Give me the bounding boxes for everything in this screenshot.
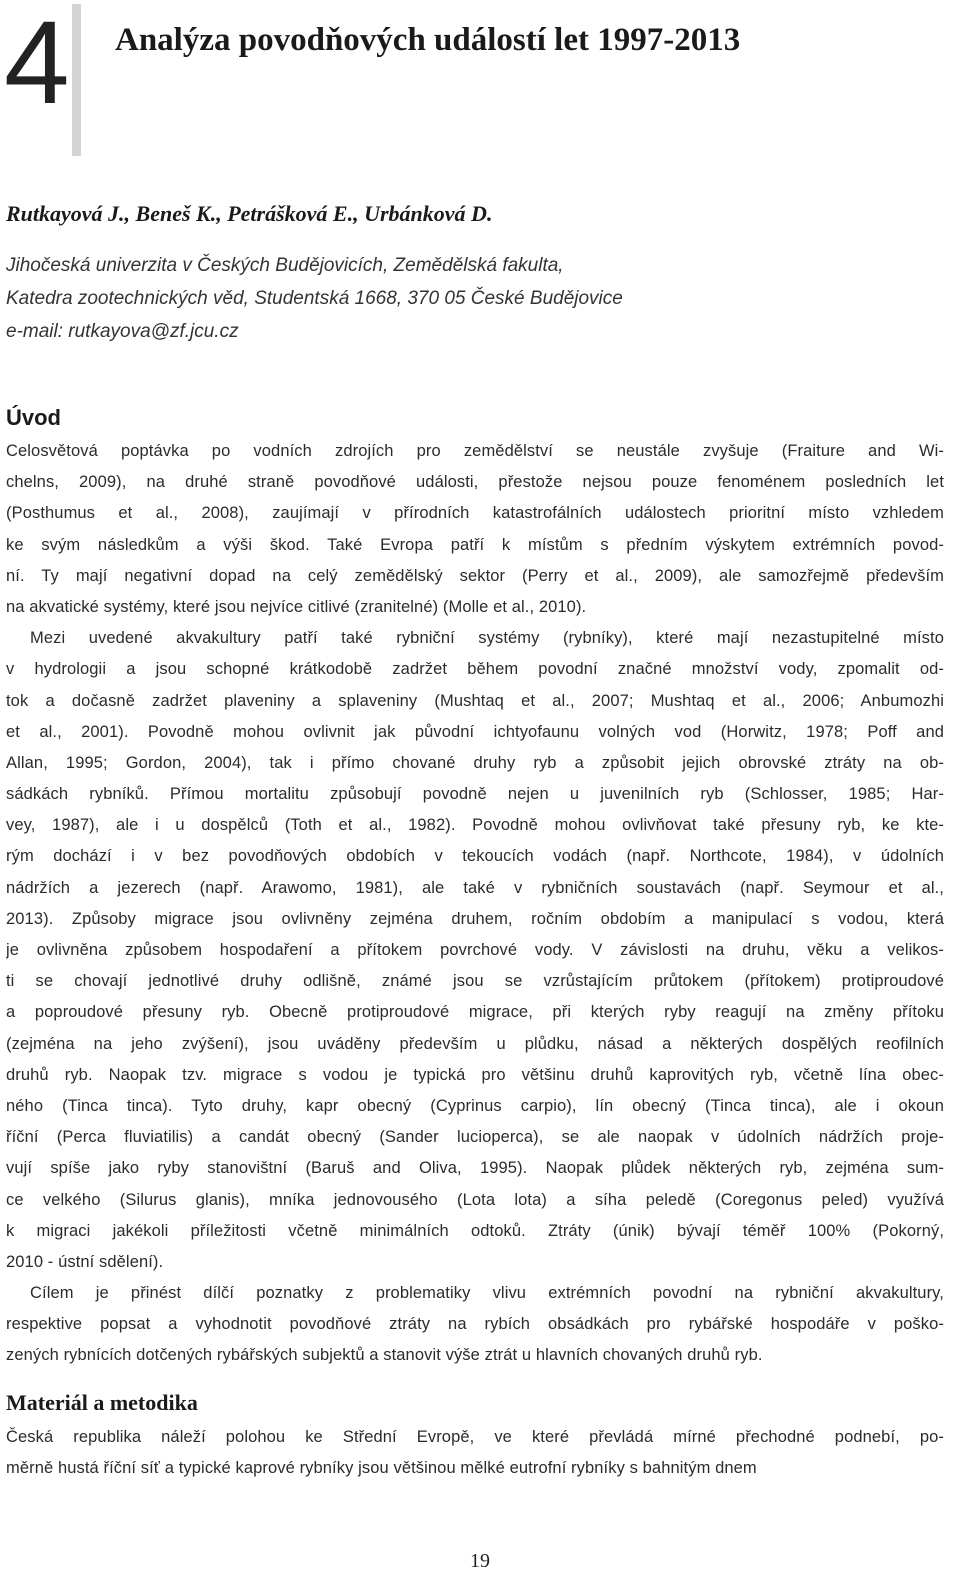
chapter-title: Analýza povodňových událostí let 1997-2013 [115, 22, 741, 58]
text-line: a poproudové přesuny ryb. Obecně protiproudové migrace, při kterých ryby reagují na změny přítoku [6, 1003, 944, 1022]
text-line: ke svým následkům a výši škod. Také Evropa patří k místům s předním výskytem extrémních povod- [6, 535, 944, 554]
paragraph [6, 1422, 944, 1484]
text-line: Cílem je přinést dílčí poznatky z problematiky vlivu extrémních povodní na rybniční akvakultury, [30, 1284, 944, 1303]
text-line: respektive popsat a vyhodnotit povodňové ztráty na rybích obsádkách pro rybářské hospodáře v poško- [6, 1315, 944, 1334]
text-line: Celosvětová poptávka po vodních zdrojích pro zemědělství se neustále zvyšuje (Fraiture and Wi- [6, 442, 944, 460]
authors-line: Rutkayová J., Beneš K., Petrášková E., Urbánková D. [6, 201, 493, 226]
text-line: ti se chovají jednotlivé druhy odlišně, známé jsou se vzrůstajícím průtokem (přítokem) protiproudové [6, 972, 944, 991]
text-line: 2013). Způsoby migrace jsou ovlivněny zejména druhem, ročním obdobím a manipulací s vodou, která [6, 909, 944, 928]
text-line: rým dochází i v bez povodňových obdobích v tekoucích vodách (např. Northcote, 1984), v údolních [6, 847, 944, 866]
text-line: sádkách rybníků. Přímou mortalitu způsobují povodně nejen u juvenilních ryb (Schlosser, 1985; Har- [6, 785, 944, 804]
text-line: měrně hustá říční síť a typické kaprové rybníky jsou většinou mělké eutrofní rybníky s bahnitým dnem [6, 1459, 757, 1478]
text-line: 2010 - ústní sdělení). [6, 1252, 164, 1271]
text-line: vey, 1987), ale i u dospělců (Toth et al., 1982). Povodně mohou ovlivňovat také přesuny ryb, ke kte- [6, 816, 944, 835]
chapter-divider-bar [72, 4, 81, 156]
text-line: zených rybnících dotčených rybářských subjektů a stanovit výše ztrát u hlavních chovaných druhů ryb. [6, 1346, 763, 1365]
chapter-number: 4 [4, 0, 70, 129]
text-line: druhů ryb. Naopak tzv. migrace s vodou je typická pro většinu druhů kaprovitých ryb, včetně lína obec- [6, 1065, 944, 1084]
text-line: nádržích a jezerech (např. Arawomo, 1981), ale také v rybničních soustavách (např. Seymour et al., [6, 878, 944, 897]
intro-body [6, 436, 944, 1372]
text-line: k migraci jakékoli příležitosti včetně minimálních odtoků. Ztráty (únik) bývají téměř 100% (Pokorný, [6, 1221, 944, 1240]
affiliation-line: Katedra zootechnických věd, Studentská 1668, 370 05 České Budějovice [6, 288, 623, 309]
text-line: Česká republika náleží polohou ke Střední Evropě, ve které převládá mírné přechodné podnebí, po- [6, 1428, 944, 1446]
page-number: 19 [470, 1550, 490, 1572]
methods-body [6, 1422, 944, 1484]
text-line: vují spíše jako ryby stanovištní (Baruš and Oliva, 1995). Naopak plůdek některých ryb, zejména sum- [6, 1159, 944, 1178]
email-line: e-mail: rutkayova@zf.jcu.cz [6, 321, 239, 342]
paragraph [6, 623, 944, 1278]
text-line: (Posthumus et al., 2008), zaujímají v přírodních katastrofálních událostech prioritní místo vzhledem [6, 504, 944, 523]
affiliation-block [6, 249, 623, 348]
text-line: je ovlivněna způsobem hospodaření a přítokem povrchové vody. V závislosti na druhu, věku a velikos- [6, 941, 944, 959]
text-line: tok a dočasně zadržet plaveniny a splaveniny (Mushtaq et al., 2007; Mushtaq et al., 2006; Anbumozhi [6, 691, 944, 710]
paragraph [6, 436, 944, 623]
text-line: ní. Ty mají negativní dopad na celý zemědělský sektor (Perry et al., 2009), ale samozřejmě především [6, 566, 944, 585]
text-line: et al., 2001). Povodně mohou ovlivnit jak původní ichtyofaunu volných vod (Horwitz, 1978; Poff and [6, 722, 944, 741]
text-line: ného (Tinca tinca). Tyto druhy, kapr obecný (Cyprinus carpio), lín obecný (Tinca tinca), ale i okoun [6, 1096, 944, 1115]
text-line: ce velkého (Silurus glanis), mníka jednovousého (Lota lota) a síha peledě (Coregonus peled) využívá [6, 1190, 944, 1209]
section-heading-intro: Úvod [6, 405, 61, 430]
text-line: Mezi uvedené akvakultury patří také rybniční systémy (rybníky), které mají nezastupitelné místo [30, 629, 944, 648]
text-line: chelns, 2009), na druhé straně povodňové události, přestože nejsou pouze fenoménem posledních let [6, 473, 944, 492]
affiliation-line: Jihočeská univerzita v Českých Budějovicích, Zemědělská fakulta, [6, 255, 564, 276]
paragraph [6, 1278, 944, 1372]
text-line: Allan, 1995; Gordon, 2004), tak i přímo chované druhy ryb a způsobit jejich obrovské ztráty na ob- [6, 753, 944, 772]
text-line: (zejména na jeho zvýšení), jsou uváděny především u plůdku, násad a některých dospělých reofilních [6, 1034, 944, 1053]
text-line: na akvatické systémy, které jsou nejvíce citlivé (zranitelné) (Molle et al., 2010). [6, 597, 587, 616]
section-heading-methods: Materiál a metodika [6, 1390, 198, 1415]
text-line: říční (Perca fluviatilis) a candát obecný (Sander lucioperca), se ale naopak v údolních nádržích proje- [6, 1128, 944, 1147]
text-line: v hydrologii a jsou schopné krátkodobě zadržet během povodní značné množství vody, zpomalit od- [6, 660, 944, 679]
